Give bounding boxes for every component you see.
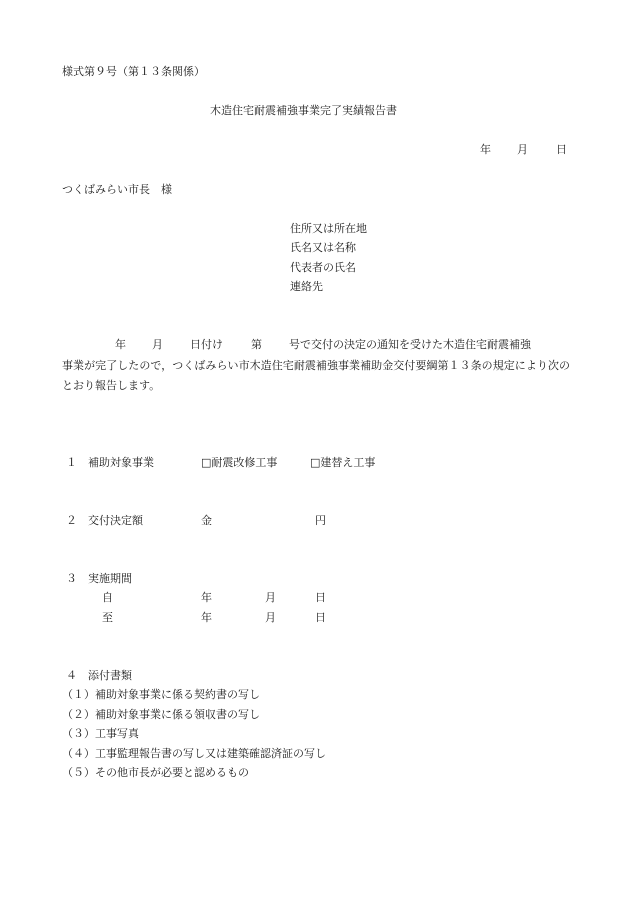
attachment-item: （１）補助対象事業に係る契約書の写し [62, 688, 260, 701]
body-paragraph: 事業が完了したので，つくばみらい市木造住宅耐震補強事業補助金交付要綱第１３条の規定により次のとおり報告します。 [62, 359, 570, 392]
seismic-retrofit-checkbox[interactable]: □耐震改修工事 [201, 456, 278, 469]
document-title: 木造住宅耐震補強事業完了実績報告書 [210, 104, 397, 117]
period-from-day: 日 [315, 591, 326, 604]
section1-number: １ [66, 456, 77, 469]
period-to-year: 年 [201, 611, 212, 624]
period-from-month: 月 [265, 591, 276, 604]
section1-label: 補助対象事業 [88, 456, 154, 469]
body-month-label: 月 [152, 338, 163, 351]
period-from-year: 年 [201, 591, 212, 604]
period-to-month: 月 [265, 611, 276, 624]
period-from-label: 自 [102, 591, 113, 604]
body-date-label: 日付け [190, 338, 223, 351]
form-number: 様式第９号（第１３条関係） [62, 65, 205, 78]
body-year-label: 年 [115, 338, 126, 351]
date-year-label: 年 [480, 143, 491, 156]
attachment-item: （２）補助対象事業に係る領収書の写し [62, 708, 260, 721]
period-to-label: 至 [102, 611, 113, 624]
body-number-prefix: 第 [251, 338, 262, 351]
attachment-item: （５）その他市長が必要と認めるもの [62, 766, 249, 779]
section4-number: ４ [66, 669, 77, 682]
date-month-label: 月 [517, 143, 528, 156]
date-day-label: 日 [556, 143, 567, 156]
amount-suffix: 円 [315, 514, 326, 527]
period-to-day: 日 [315, 611, 326, 624]
section2-number: ２ [66, 514, 77, 527]
attachment-item: （３）工事写真 [62, 727, 139, 740]
section3-number: ３ [66, 572, 77, 585]
section2-label: 交付決定額 [88, 514, 143, 527]
section3-label: 実施期間 [88, 572, 132, 585]
rebuild-checkbox[interactable]: □建替え工事 [310, 456, 376, 469]
applicant-address-label: 住所又は所在地 [290, 222, 367, 235]
attachment-item: （４）工事監理報告書の写し又は建築確認済証の写し [62, 747, 326, 760]
amount-prefix: 金 [201, 514, 212, 527]
representative-name-label: 代表者の氏名 [290, 261, 356, 274]
body-number-suffix: 号で交付の決定の通知を受けた木造住宅耐震補強 [289, 338, 531, 351]
addressee: つくばみらい市長 様 [62, 183, 172, 196]
section4-label: 添付書類 [88, 669, 132, 682]
applicant-name-label: 氏名又は名称 [290, 241, 356, 254]
contact-label: 連絡先 [290, 280, 323, 293]
